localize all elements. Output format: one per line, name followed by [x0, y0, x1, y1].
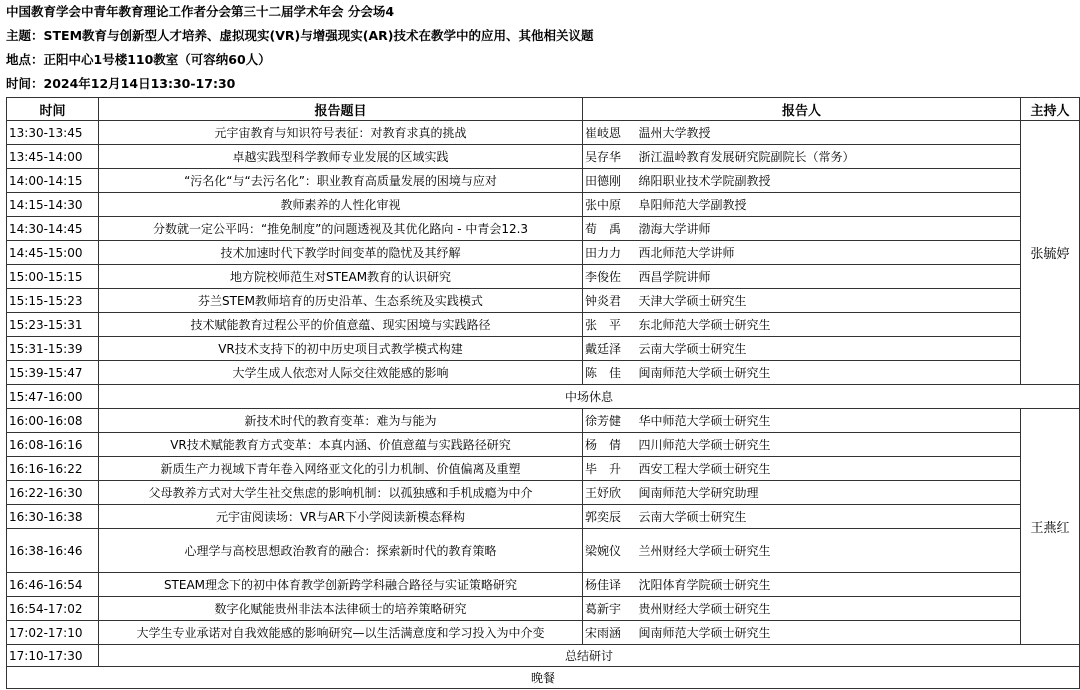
break-row	[7, 385, 1080, 409]
row-speaker-affiliation: 闽南师范大学硕士研究生	[637, 361, 1021, 385]
row-speaker-affiliation: 渤海大学讲师	[637, 217, 1021, 241]
table-row	[7, 289, 1080, 313]
row-time: 13:45-14:00	[7, 145, 99, 169]
summary-time: 17:10-17:30	[7, 645, 99, 667]
row-speaker-affiliation: 沈阳体育学院硕士研究生	[637, 573, 1021, 597]
col-header-time: 时间	[7, 98, 99, 121]
row-speaker-affiliation: 华中师范大学硕士研究生	[637, 409, 1021, 433]
summary-row	[7, 645, 1080, 667]
row-speaker-affiliation: 云南大学硕士研究生	[637, 337, 1021, 361]
row-title: VR技术赋能教育方式变革：本真内涵、价值意蕴与实践路径研究	[99, 433, 583, 457]
row-speaker-name: 张中原	[583, 193, 637, 217]
row-speaker-name: 吴存华	[583, 145, 637, 169]
table-row	[7, 169, 1080, 193]
row-title: 教师素养的人性化审视	[99, 193, 583, 217]
row-speaker-affiliation: 西北师范大学讲师	[637, 241, 1021, 265]
row-speaker-name: 钟炎君	[583, 289, 637, 313]
row-time: 16:16-16:22	[7, 457, 99, 481]
row-title: 父母教养方式对大学生社交焦虑的影响机制：以孤独感和手机成瘾为中介	[99, 481, 583, 505]
row-speaker-name: 郭奕辰	[583, 505, 637, 529]
table-row	[7, 313, 1080, 337]
row-title: 芬兰STEM教师培育的历史沿革、生态系统及实践模式	[99, 289, 583, 313]
row-title: VR技术支持下的初中历史项目式教学模式构建	[99, 337, 583, 361]
row-time: 16:30-16:38	[7, 505, 99, 529]
row-title: 数字化赋能贵州非法本法律硕士的培养策略研究	[99, 597, 583, 621]
row-time: 14:00-14:15	[7, 169, 99, 193]
row-speaker-name: 陈 佳	[583, 361, 637, 385]
row-time: 16:38-16:46	[7, 529, 99, 573]
row-speaker-name: 田德刚	[583, 169, 637, 193]
col-header-host: 主持人	[1021, 98, 1080, 121]
row-time: 14:15-14:30	[7, 193, 99, 217]
row-speaker-affiliation: 阜阳师范大学副教授	[637, 193, 1021, 217]
table-row	[7, 529, 1080, 573]
row-title: 心理学与高校思想政治教育的融合：探索新时代的教育策略	[99, 529, 583, 573]
schedule-table	[6, 97, 1080, 689]
row-title: 元宇宙阅读场：VR与AR下小学阅读新模态释构	[99, 505, 583, 529]
row-speaker-name: 李俊佐	[583, 265, 637, 289]
row-speaker-affiliation: 贵州财经大学硕士研究生	[637, 597, 1021, 621]
row-speaker-name: 葛新宇	[583, 597, 637, 621]
row-speaker-name: 梁婉仪	[583, 529, 637, 573]
row-title: 新质生产力视域下青年卷入网络亚文化的引力机制、价值偏离及重塑	[99, 457, 583, 481]
row-speaker-affiliation: 闽南师范大学研究助理	[637, 481, 1021, 505]
break-label: 中场休息	[99, 385, 1080, 409]
table-row	[7, 361, 1080, 385]
table-row	[7, 409, 1080, 433]
table-row	[7, 145, 1080, 169]
row-title: 技术赋能教育过程公平的价值意蕴、现实困境与实践路径	[99, 313, 583, 337]
row-time: 15:23-15:31	[7, 313, 99, 337]
row-time: 14:30-14:45	[7, 217, 99, 241]
row-speaker-name: 毕 升	[583, 457, 637, 481]
table-row	[7, 337, 1080, 361]
row-speaker-affiliation: 天津大学硕士研究生	[637, 289, 1021, 313]
time-line: 时间：2024年12月14日13:30-17:30	[6, 76, 236, 91]
table-row	[7, 121, 1080, 145]
table-row	[7, 241, 1080, 265]
row-speaker-name: 王妤欣	[583, 481, 637, 505]
table-row	[7, 573, 1080, 597]
row-time: 16:54-17:02	[7, 597, 99, 621]
row-time: 15:31-15:39	[7, 337, 99, 361]
table-row	[7, 621, 1080, 645]
page-title: 中国教育学会中青年教育理论工作者分会第三十二届学术年会 分会场4	[6, 4, 395, 19]
col-header-title: 报告题目	[99, 98, 583, 121]
row-speaker-name: 张 平	[583, 313, 637, 337]
row-speaker-affiliation: 兰州财经大学硕士研究生	[637, 529, 1021, 573]
row-time: 16:46-16:54	[7, 573, 99, 597]
row-title: “污名化“与“去污名化”：职业教育高质量发展的困境与应对	[99, 169, 583, 193]
row-speaker-name: 田力力	[583, 241, 637, 265]
row-title: 元宇宙教育与知识符号表征：对教育求真的挑战	[99, 121, 583, 145]
row-time: 15:00-15:15	[7, 265, 99, 289]
row-speaker-name: 徐芳健	[583, 409, 637, 433]
row-speaker-name: 崔岐恩	[583, 121, 637, 145]
dinner-row	[7, 667, 1080, 689]
table-row	[7, 597, 1080, 621]
row-title: STEAM理念下的初中体育教学创新跨学科融合路径与实证策略研究	[99, 573, 583, 597]
table-row	[7, 433, 1080, 457]
row-speaker-affiliation: 浙江温岭教育发展研究院副院长（常务）	[637, 145, 1021, 169]
table-row	[7, 217, 1080, 241]
row-speaker-affiliation: 闽南师范大学硕士研究生	[637, 621, 1021, 645]
row-title: 大学生专业承诺对自我效能感的影响研究—以生活满意度和学习投入为中介变	[99, 621, 583, 645]
row-title: 卓越实践型科学教师专业发展的区域实践	[99, 145, 583, 169]
row-speaker-affiliation: 四川师范大学硕士研究生	[637, 433, 1021, 457]
row-speaker-affiliation: 西昌学院讲师	[637, 265, 1021, 289]
row-time: 16:08-16:16	[7, 433, 99, 457]
location-line: 地点：正阳中心1号楼110教室（可容纳60人）	[6, 52, 271, 67]
row-time: 16:22-16:30	[7, 481, 99, 505]
row-time: 15:15-15:23	[7, 289, 99, 313]
row-title: 技术加速时代下教学时间变革的隐忧及其纾解	[99, 241, 583, 265]
row-title: 大学生成人依恋对人际交往效能感的影响	[99, 361, 583, 385]
row-title: 新技术时代的教育变革：难为与能为	[99, 409, 583, 433]
summary-label: 总结研讨	[99, 645, 1080, 667]
row-speaker-name: 杨 倩	[583, 433, 637, 457]
row-time: 13:30-13:45	[7, 121, 99, 145]
break-time: 15:47-16:00	[7, 385, 99, 409]
table-row	[7, 505, 1080, 529]
row-speaker-affiliation: 西安工程大学硕士研究生	[637, 457, 1021, 481]
row-speaker-name: 戴廷泽	[583, 337, 637, 361]
row-speaker-name: 荀 禹	[583, 217, 637, 241]
table-row	[7, 457, 1080, 481]
row-time: 14:45-15:00	[7, 241, 99, 265]
row-speaker-affiliation: 云南大学硕士研究生	[637, 505, 1021, 529]
table-header-row	[7, 98, 1080, 121]
row-title: 地方院校师范生对STEAM教育的认识研究	[99, 265, 583, 289]
col-header-speaker: 报告人	[583, 98, 1021, 121]
row-time: 15:39-15:47	[7, 361, 99, 385]
row-speaker-affiliation: 绵阳职业技术学院副教授	[637, 169, 1021, 193]
theme-line: 主题：STEM教育与创新型人才培养、虚拟现实(VR)与增强现实(AR)技术在教学中的应用、其他相关议题	[6, 28, 594, 43]
host-name: 王燕红	[1021, 409, 1080, 645]
row-speaker-affiliation: 东北师范大学硕士研究生	[637, 313, 1021, 337]
row-time: 16:00-16:08	[7, 409, 99, 433]
row-speaker-name: 杨佳译	[583, 573, 637, 597]
table-row	[7, 481, 1080, 505]
row-title: 分数就一定公平吗：“推免制度”的问题透视及其优化路向 - 中青会12.3	[99, 217, 583, 241]
row-speaker-affiliation: 温州大学教授	[637, 121, 1021, 145]
dinner-label: 晚餐	[7, 667, 1080, 689]
host-name: 张毓婷	[1021, 121, 1080, 385]
row-speaker-name: 宋雨涵	[583, 621, 637, 645]
table-row	[7, 265, 1080, 289]
row-time: 17:02-17:10	[7, 621, 99, 645]
table-row	[7, 193, 1080, 217]
